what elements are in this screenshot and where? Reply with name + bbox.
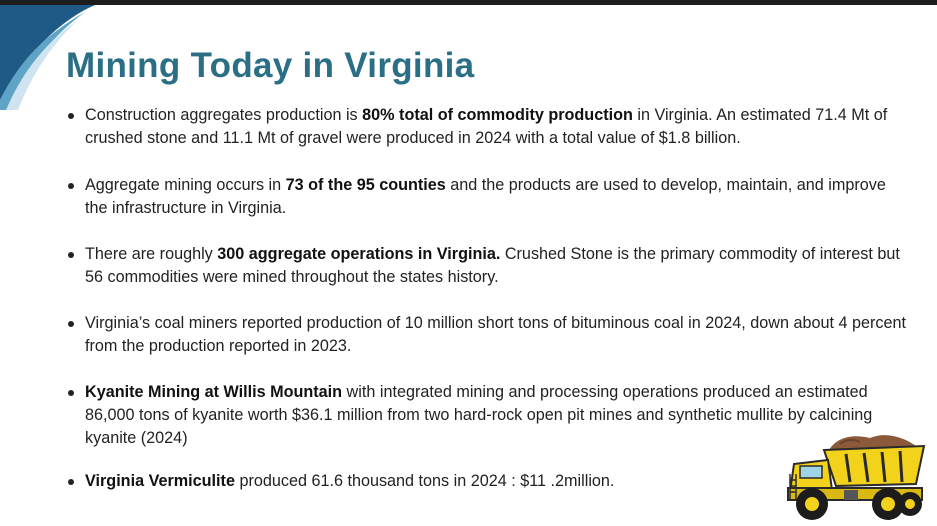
- bullet-aggregate-counties: Aggregate mining occurs in 73 of the 95 counties and the products are used to develop, maintain, and improve the infrastructure in Virginia.: [60, 174, 910, 220]
- dump-truck-icon: [784, 430, 930, 522]
- bullet-aggregate-operations: There are roughly 300 aggregate operations in Virginia. Crushed Stone is the primary commodity of interest but 56 commodities were mined throughout the states history.: [60, 243, 910, 289]
- bullet-coal-production: Virginia’s coal miners reported production of 10 million short tons of bituminous coal in 2024, down about 4 percent from the production reported in 2023.: [60, 312, 910, 358]
- slide-title: Mining Today in Virginia: [66, 46, 475, 85]
- bullet-list: [60, 104, 910, 493]
- bullet-vermiculite: Virginia Vermiculite produced 61.6 thousand tons in 2024 : $11 .2million.: [60, 470, 910, 493]
- top-border-bar: [0, 0, 937, 5]
- bullet-kyanite-mining: Kyanite Mining at Willis Mountain with integrated mining and processing operations produced an estimated 86,000 tons of kyanite worth $36.1 million from two hard-rock open pit mines and synthetic mullite by calcining kyanite (2024): [60, 381, 910, 450]
- bullet-aggregates-production: Construction aggregates production is 80% total of commodity production in Virginia. An estimated 71.4 Mt of crushed stone and 11.1 Mt of gravel were produced in 2024 with a total value of $1.8 billion.: [60, 104, 910, 150]
